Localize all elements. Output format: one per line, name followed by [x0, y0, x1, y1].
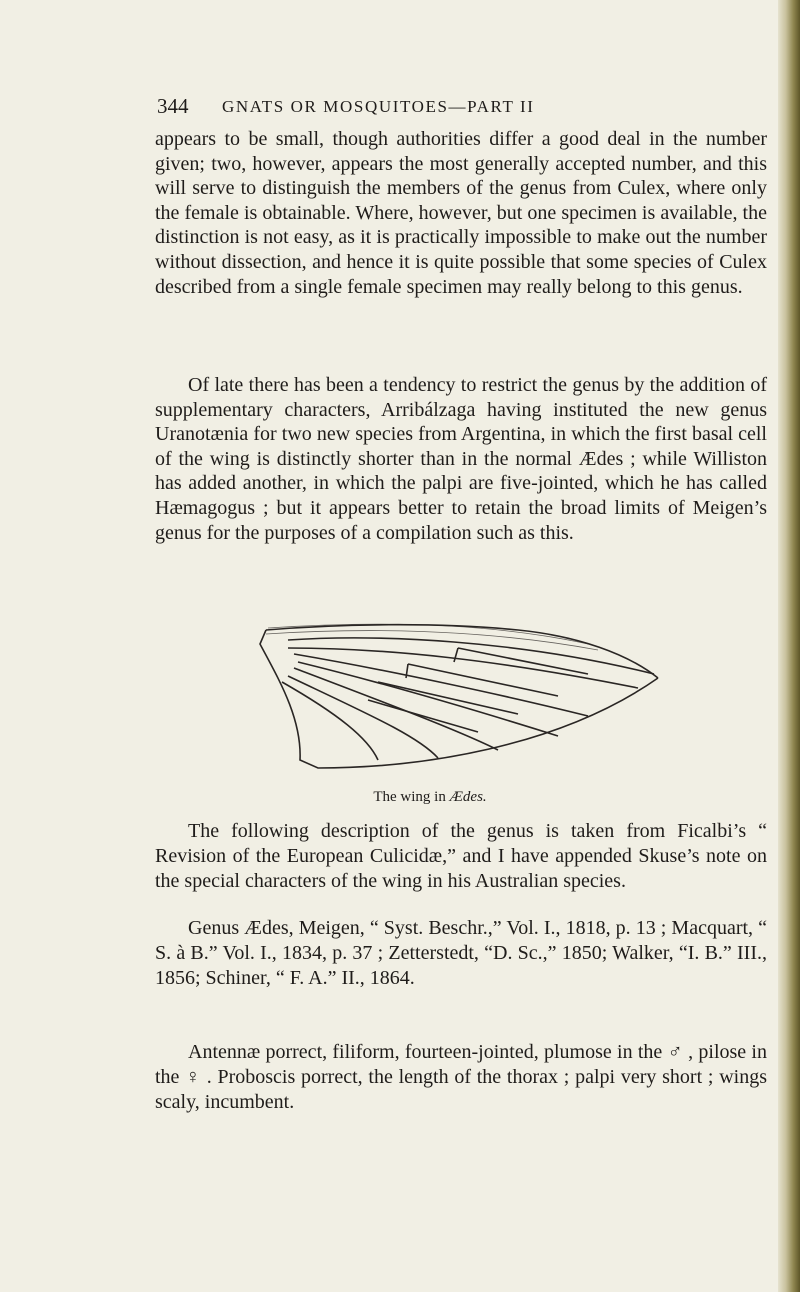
- figure-caption: [0, 789, 800, 806]
- page-number: 344: [157, 94, 189, 118]
- page-edge-shadow: [778, 0, 800, 1292]
- caption-genus: Ædes.: [449, 789, 487, 805]
- paragraph-4: Genus Ædes, Meigen, “ Syst. Beschr.,” Vol. I., 1818, p. 13 ; Macquart, “ S. à B.” Vol. I., 1834, p. 37 ; Zetterstedt, “D. Sc.,” 1850; Walker, “I. B.” III., 1856; Schiner, “ F. A.” II., 1864.: [155, 917, 767, 989]
- paragraph-5: Antennæ porrect, filiform, fourteen-jointed, plumose in the ♂ , pilose in the ♀ . Proboscis porrect, the length of the thorax ; palpi very short ; wings scaly, incumbent.: [155, 1041, 767, 1113]
- wing-margin: [260, 630, 658, 768]
- wing-figure: [258, 618, 668, 778]
- wing-vein-11: [368, 700, 478, 732]
- caption-text: The wing in: [373, 789, 450, 805]
- wing-vein-1: [288, 638, 654, 674]
- running-head: GNATS OR MOSQUITOES—PART II: [222, 97, 535, 116]
- wing-costa: [266, 625, 658, 678]
- wing-vein-6: [288, 676, 438, 758]
- wing-vein-2: [288, 648, 638, 688]
- paragraph-2: Of late there has been a tendency to restrict the genus by the addition of supplementary characters, Arribálzaga having instituted the new genus Uranotænia for two new species from Argentina, in which the first basal cell of the wing is distinctly shorter than in the normal Ædes ; while Williston has added another, in which the palpi are five-jointed, which he has called Hæmagogus ; but it appears better to retain the broad limits of Meigen’s genus for the purposes of a compilation such as this.: [155, 374, 767, 544]
- paragraph-1: appears to be small, though authorities differ a good deal in the number given; two, however, appears the most generally accepted number, and this will serve to distinguish the members of the genus from Culex, where only the female is obtainable. Where, however, but one specimen is available, the distinction is not easy, as it is practically impossible to make out the number without dissection, and hence it is quite possible that some species of Culex described from a single female specimen may really belong to this genus.: [155, 128, 767, 298]
- paragraph-3: The following description of the genus is taken from Ficalbi’s “ Revision of the European Culicidæ,” and I have appended Skuse’s note on the special characters of the wing in his Australian species.: [155, 820, 767, 892]
